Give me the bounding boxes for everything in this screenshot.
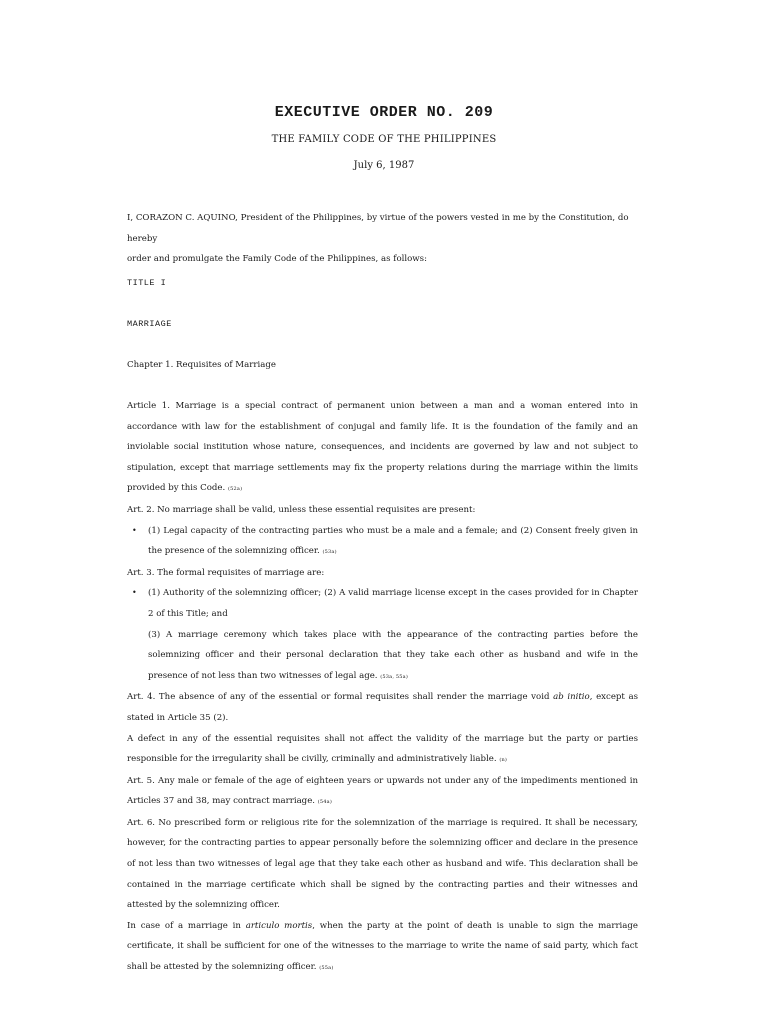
article-3-item-3-text: (3) A marriage ceremony which takes place with the appearance of the contracting parties before the solemnizing officer and their personal declaration that they take each other as husband and wife in the presence of not less than two witnesses of legal age. (148, 629, 638, 681)
article-6-para2-before: In case of a marriage in (127, 920, 241, 931)
articles-block (127, 396, 638, 979)
article-4-paragraph-2 (127, 729, 638, 771)
bullet-marker: • (132, 588, 137, 598)
article-5-text: Art. 5. Any male or female of the age of eighteen years or upwards not under any of the impediments mentioned in Articles 37 and 38, may contract marriage. (127, 775, 638, 807)
article-4-text-before: Art. 4. The absence of any of the essential or formal requisites shall render the marriage void (127, 692, 550, 703)
article-3-item-3-ref: (53a, 55a) (380, 673, 409, 680)
article-1 (127, 396, 638, 500)
article-3-bullet (127, 583, 638, 624)
article-2-bullet (127, 521, 638, 563)
article-1-ref: (52a) (227, 486, 243, 493)
document-date: July 6, 1987 (353, 160, 415, 171)
article-4 (127, 687, 638, 728)
marriage-heading: MARRIAGE (127, 319, 172, 329)
article-4-text-after: , except as stated in Article 35 (2). (127, 692, 639, 723)
article-3-item-3 (127, 625, 638, 688)
article-6-para2-ref: (55a) (319, 965, 334, 972)
article-3: Art. 3. The formal requisites of marriage are: (127, 567, 325, 578)
article-2-bullet-ref: (53a) (322, 549, 337, 556)
article-2-bullet-text: (1) Legal capacity of the contracting parties who must be a male and a female; and (2) Consent freely given in the presence of the solemnizing officer. (148, 525, 638, 557)
article-2: Art. 2. No marriage shall be valid, unless these essential requisites are present: (127, 504, 476, 515)
article-6: Art. 6. No prescribed form or religious rite for the solemnization of the marriage is required. It shall be necessary, however, for the contracting parties to appear personally before the solemnizing officer and declare in the presence of not less than two witnesses of legal age that they take each other as husband and wife. This declaration shall be contained in the marriage certificate which shall be signed by the contracting parties and their witnesses and attested by the solemnizing officer. (127, 817, 638, 911)
title-heading: TITLE I (127, 278, 167, 288)
article-5 (127, 771, 638, 813)
bullet-marker: • (132, 525, 137, 535)
article-5-ref: (54a) (317, 799, 332, 806)
article-6-italic: articulo mortis (245, 920, 313, 931)
intro-line-2: order and promulgate the Family Code of the Philippines, as follows: (127, 254, 427, 265)
chapter-heading: Chapter 1. Requisites of Marriage (127, 360, 276, 370)
intro-paragraph (127, 208, 638, 270)
article-4-para2-text: A defect in any of the essential requisites shall not affect the validity of the marriage but the party or parties responsible for the irregularity shall be civilly, criminally and administratively liable. (127, 733, 638, 765)
document-title: EXECUTIVE ORDER NO. 209 (274, 104, 494, 121)
article-4-para2-ref: (n) (499, 757, 508, 764)
article-6-para2-after: , when the party at the point of death is unable to sign the marriage certificate, it shall be sufficient for one of the witnesses to the marriage to write the name of said party, which fact shall be attested by the solemnizing officer. (127, 920, 639, 973)
article-4-italic: ab initio (553, 692, 590, 703)
article-1-text: Article 1. Marriage is a special contract of permanent union between a man and a woman entered into in accordance with law for the establishment of conjugal and family life. It is the foundation of the family and an inviolable social institution whose nature, consequences, and incidents are governed by law and not subject to stipulation, except that marriage settlements may fix the property relations during the marriage within the limits provided by this Code. (127, 401, 638, 494)
intro-line-1: I, CORAZON C. AQUINO, President of the Philippines, by virtue of the powers vested in me by the Constitution, do hereby (127, 213, 629, 244)
article-6-paragraph-2 (127, 916, 638, 979)
article-3-bullet-text: (1) Authority of the solemnizing officer; (2) A valid marriage license except in the cases provided for in Chapter 2 of this Title; and (148, 588, 638, 619)
document-subtitle: THE FAMILY CODE OF THE PHILIPPINES (271, 134, 497, 145)
